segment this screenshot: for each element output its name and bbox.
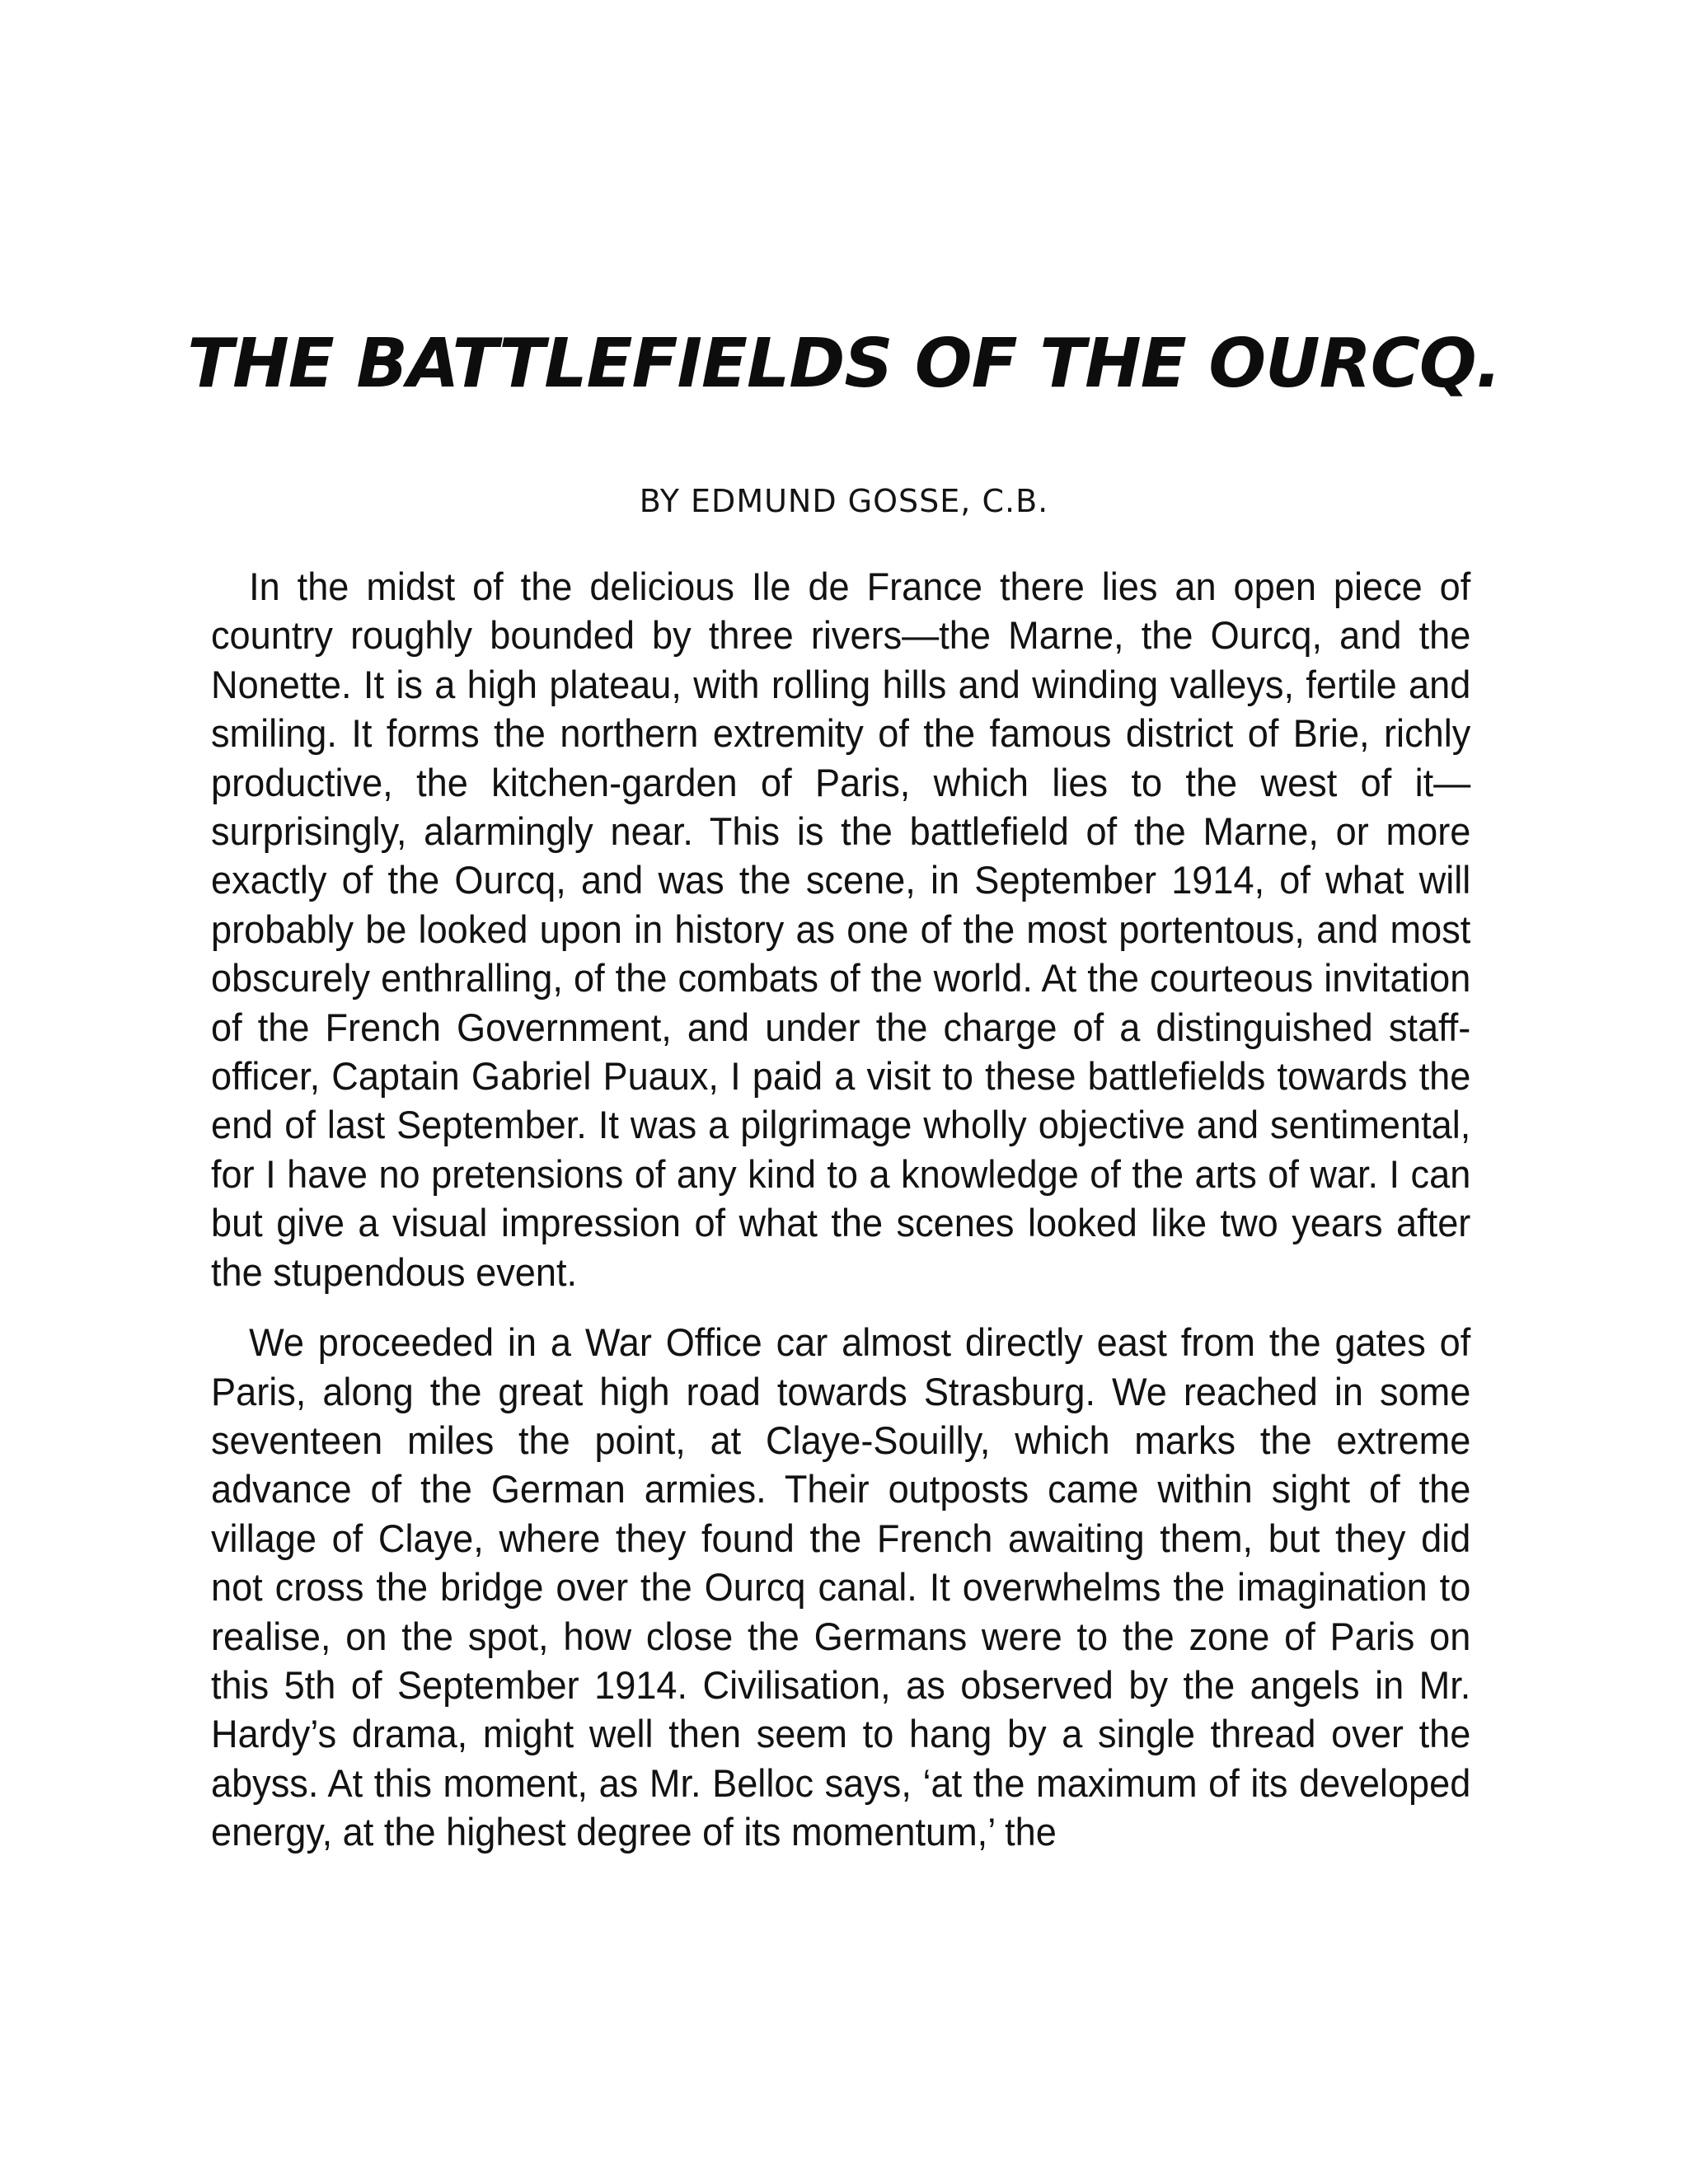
author-byline: BY EDMUND GOSSE, C.B. bbox=[639, 483, 1049, 519]
page-title: THE BATTLEFIELDS OF THE OURCQ. bbox=[187, 325, 1501, 403]
paragraph-2: We proceeded in a War Office car almost directly east from the gates of Paris, along the great high road towards Strasburg. We reached in some seventeen miles the point, at Claye-Souilly, which marks the extreme advance of the German armies. Their outposts came within sight of the village of Claye, where they found the French awaiting them, but they did not cross the bridge over the Ourcq canal. It overwhelms the imagination to realise, on the spot, how close the Germans were to the zone of Paris on this 5th of September 1914. Civilisation, as observed by the angels in Mr. Hardy’s drama, might well then seem to hang by a single thread over the abyss. At this moment, as Mr. Belloc says, ‘at the maximum of its developed energy, at the highest degree of its momentum,’ the bbox=[211, 1320, 1471, 1854]
paragraph-1: In the midst of the delicious Ile de France there lies an open piece of country roughly bounded by three rivers—the Marne, the Ourcq, and the Nonette. It is a high plateau, with rolling hills and winding valleys, fertile and smiling. It forms the northern extremity of the famous district of Brie, richly productive, the kitchen-garden of Paris, which lies to the west of it—surprisingly, alarmingly near. This is the battlefield of the Marne, or more exactly of the Ourcq, and was the scene, in September 1914, of what will probably be looked upon in history as one of the most portentous, and most obscurely enthralling, of the combats of the world. At the courteous invitation of the French Government, and under the charge of a distinguished staff-officer, Captain Gabriel Puaux, I paid a visit to these battlefields towards the end of last September. It was a pilgrimage wholly objective and sentimental, for I have no pretensions of any kind to a knowledge of the arts of war. I can but give a visual impression of what the scenes looked like two years after the stupendous event. bbox=[211, 565, 1471, 1294]
article-body bbox=[211, 562, 1471, 1857]
